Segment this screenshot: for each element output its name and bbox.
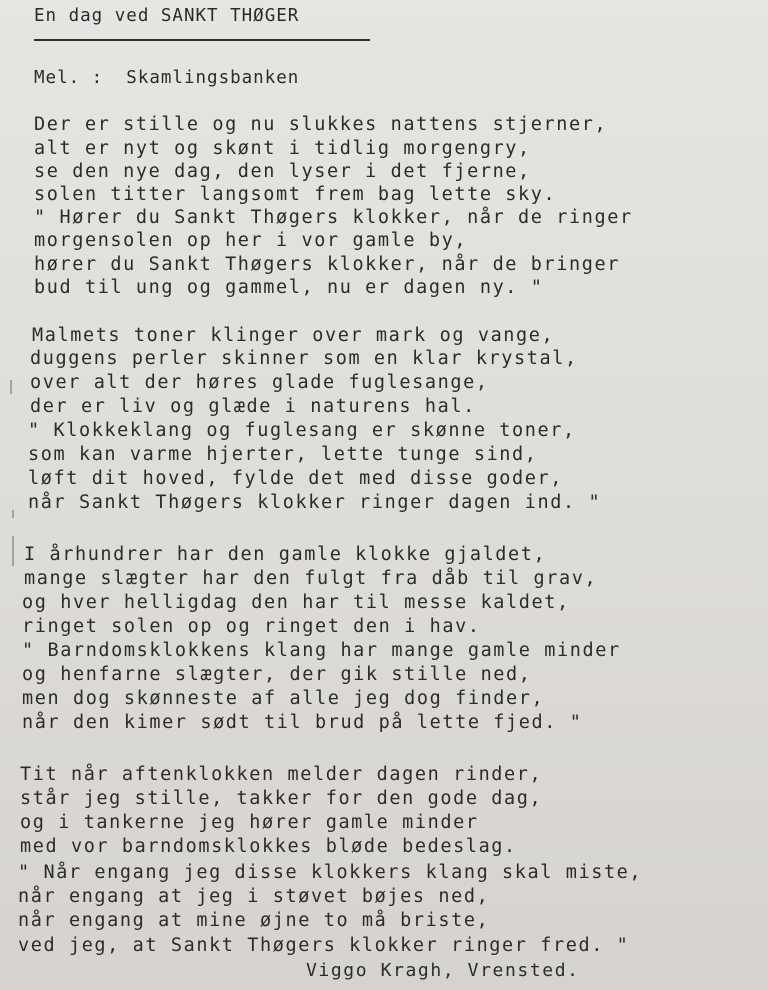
- verse-line: når engang at jeg i støvet bøjes ned,: [18, 886, 490, 907]
- verse-line: Der er stille og nu slukkes nattens stjerner,: [34, 114, 608, 135]
- verse-line: når Sankt Thøgers klokker ringer dagen ind. ": [28, 492, 602, 513]
- verse-line: I århundrer har den gamle klokke gjaldet,: [24, 544, 547, 565]
- verse-line: solen titter langsomt frem bag lette sky.: [34, 184, 557, 205]
- verse-line: Malmets toner klinger over mark og vange,: [32, 325, 555, 346]
- verse-line: og hver helligdag den har til messe kaldet,: [22, 592, 570, 613]
- margin-mark: [10, 380, 12, 394]
- margin-mark: [12, 510, 14, 518]
- verse-line: " Hører du Sankt Thøgers klokker, når de ringer: [34, 207, 633, 228]
- verse-line: som kan varme hjerter, lette tunge sind,: [28, 444, 538, 465]
- verse-line: over alt der høres glade fuglesange,: [30, 372, 489, 393]
- margin-mark: [12, 536, 14, 566]
- song-title: En dag ved SANKT THØGER: [34, 6, 300, 26]
- verse-line: men dog skønneste af alle jeg dog finder,: [22, 688, 545, 709]
- verse-line: " Klokkeklang og fuglesang er skønne toner,: [28, 420, 576, 441]
- verse-line: hører du Sankt Thøgers klokker, når de bringer: [34, 254, 620, 275]
- verse-line: og i tankerne jeg hører gamle minder: [20, 812, 479, 833]
- verse-line: ringet solen op og ringet den i hav.: [22, 616, 481, 637]
- verse-line: med vor barndomsklokkes bløde bedeslag.: [20, 836, 517, 857]
- melody-note: Mel. : Skamlingsbanken: [34, 68, 300, 88]
- verse-line: alt er nyt og skønt i tidlig morgengry,: [34, 138, 531, 159]
- author-signature: Viggo Kragh, Vrensted.: [306, 960, 580, 981]
- verse-line: når den kimer sødt til brud på lette fjed. ": [22, 712, 583, 733]
- verse-line: mange slægter har den fulgt fra dåb til grav,: [24, 568, 598, 589]
- title-underline: [34, 39, 370, 41]
- verse-line: står jeg stille, takker for den gode dag,: [20, 788, 543, 809]
- verse-line: " Når engang jeg disse klokkers klang skal miste,: [18, 862, 643, 883]
- verse-line: ved jeg, at Sankt Thøgers klokker ringer fred. ": [18, 935, 630, 956]
- verse-line: når engang at mine øjne to må briste,: [18, 910, 490, 931]
- verse-line: bud til ung og gammel, nu er dagen ny. ": [34, 277, 544, 298]
- verse-line: morgensolen op her i vor gamle by,: [34, 230, 468, 251]
- verse-line: " Barndomsklokkens klang har mange gamle minder: [22, 640, 621, 661]
- verse-line: og henfarne slægter, der gik stille ned,: [22, 664, 532, 685]
- verse-line: løft dit hoved, fylde det med disse goder,: [28, 468, 563, 489]
- verse-line: der er liv og glæde i naturens hal.: [30, 396, 476, 417]
- verse-line: Tit når aftenklokken melder dagen rinder,: [20, 764, 543, 785]
- verse-line: duggens perler skinner som en klar krystal,: [30, 348, 578, 369]
- verse-line: se den nye dag, den lyser i det fjerne,: [34, 161, 531, 182]
